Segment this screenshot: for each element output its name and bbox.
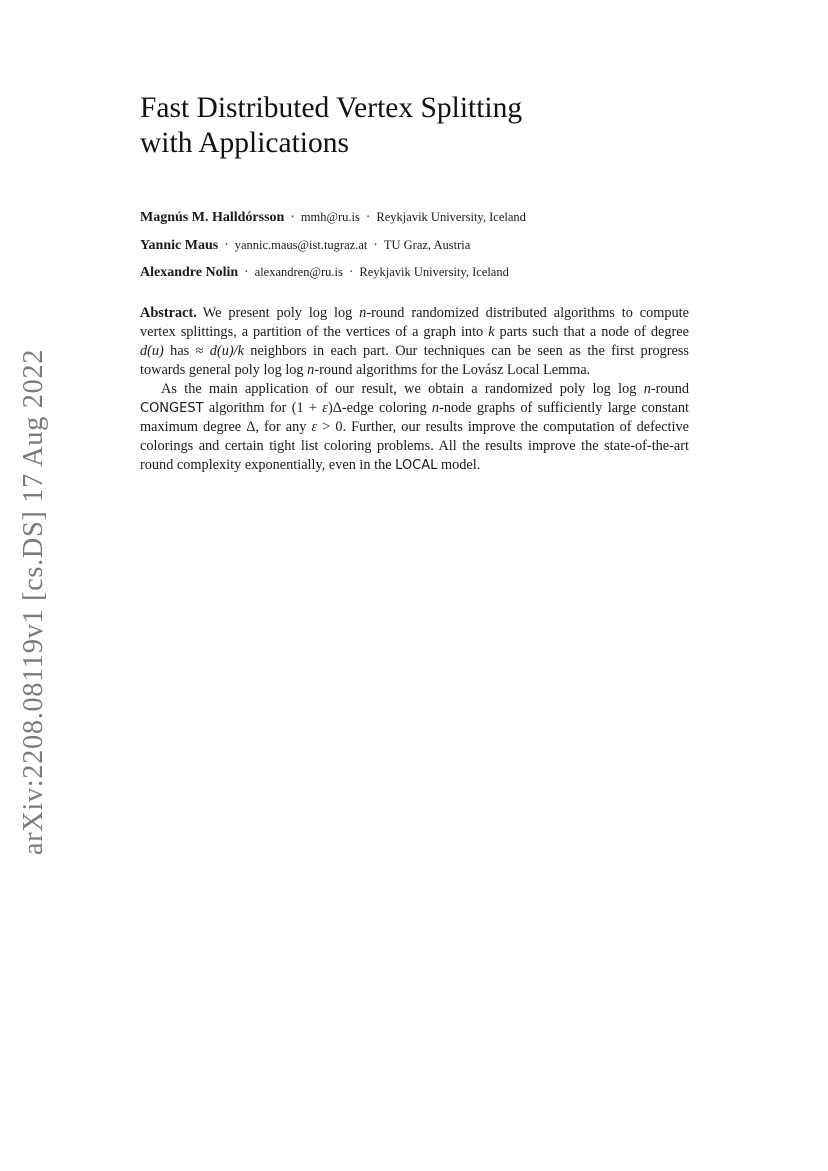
arxiv-stamp	[15, 348, 53, 856]
text-run: neighbors in each part. Our techniques can be seen as the first progress towards general poly log log	[140, 342, 689, 378]
text-run: algorithm for (1 +	[203, 399, 323, 416]
math-n: n	[643, 380, 651, 397]
author-entry	[140, 234, 700, 262]
math-degree: d(u)	[140, 342, 164, 359]
model-name-local: LOCAL	[395, 458, 438, 474]
text-run: model.	[437, 457, 481, 474]
math-n: n	[431, 399, 440, 416]
text-run: -round	[650, 380, 689, 397]
author-email[interactable]: mmh@ru.is	[300, 210, 360, 224]
abstract-paragraph-2	[140, 380, 689, 477]
text-run: parts such that a node of degree	[494, 323, 689, 340]
math-n: n	[307, 361, 315, 378]
separator-dot: ·	[365, 209, 371, 224]
title-line-2: with Applications	[140, 127, 349, 159]
text-run: > 0. Further, our results improve the computation of defective colorings and certain tight list coloring problems. All the results improve the state-of-the-art round complexity exponentially, even in the	[140, 419, 689, 474]
abstract	[140, 304, 689, 476]
author-email[interactable]: alexandren@ru.is	[254, 265, 343, 279]
abstract-paragraph-1	[140, 304, 689, 380]
separator-dot: ·	[244, 264, 249, 279]
text-run: -round algorithms for the Lovász Local Lemma.	[314, 361, 591, 378]
text-run: As the main application of our result, we obtain a randomized poly log log	[161, 380, 644, 397]
text-run: -round randomized distributed algorithms to compute vertex splittings, a partition of the vertices of a graph into	[140, 305, 689, 340]
author-name: Alexandre Nolin	[140, 265, 239, 280]
math-n: n	[359, 305, 367, 321]
author-entry	[140, 261, 700, 289]
separator-dot: ·	[373, 236, 378, 252]
text-run: )Δ-edge coloring	[327, 399, 432, 416]
author-name: Yannic Maus	[140, 237, 219, 253]
author-list	[140, 206, 700, 289]
math-epsilon: ε	[311, 419, 318, 436]
math-k: k	[488, 323, 495, 340]
text-run: We present poly log log	[202, 305, 360, 321]
text-run: -node graphs of sufficiently large constant maximum degree Δ, for any	[140, 399, 689, 436]
separator-dot: ·	[348, 264, 354, 279]
author-name: Magnús M. Halldórsson	[140, 210, 285, 225]
model-name-congest: CONGEST	[140, 400, 204, 416]
separator-dot: ·	[224, 236, 229, 252]
title-line-1: Fast Distributed Vertex Splitting	[140, 92, 523, 124]
abstract-label: Abstract.	[140, 305, 197, 321]
author-entry	[140, 206, 700, 234]
author-affiliation: Reykjavik University, Iceland	[376, 210, 526, 224]
text-run: has ≈	[163, 342, 210, 359]
paper-title	[140, 91, 700, 161]
author-email[interactable]: yannic.maus@ist.tugraz.at	[234, 237, 368, 252]
arxiv-identifier: arXiv:2208.08119v1 [cs.DS] 17 Aug 2022	[18, 348, 49, 856]
separator-dot: ·	[290, 209, 295, 224]
math-degree-ratio: d(u)/k	[209, 342, 244, 359]
author-affiliation: Reykjavik University, Iceland	[359, 265, 509, 279]
author-affiliation: TU Graz, Austria	[383, 237, 471, 252]
math-epsilon: ε	[322, 399, 328, 416]
